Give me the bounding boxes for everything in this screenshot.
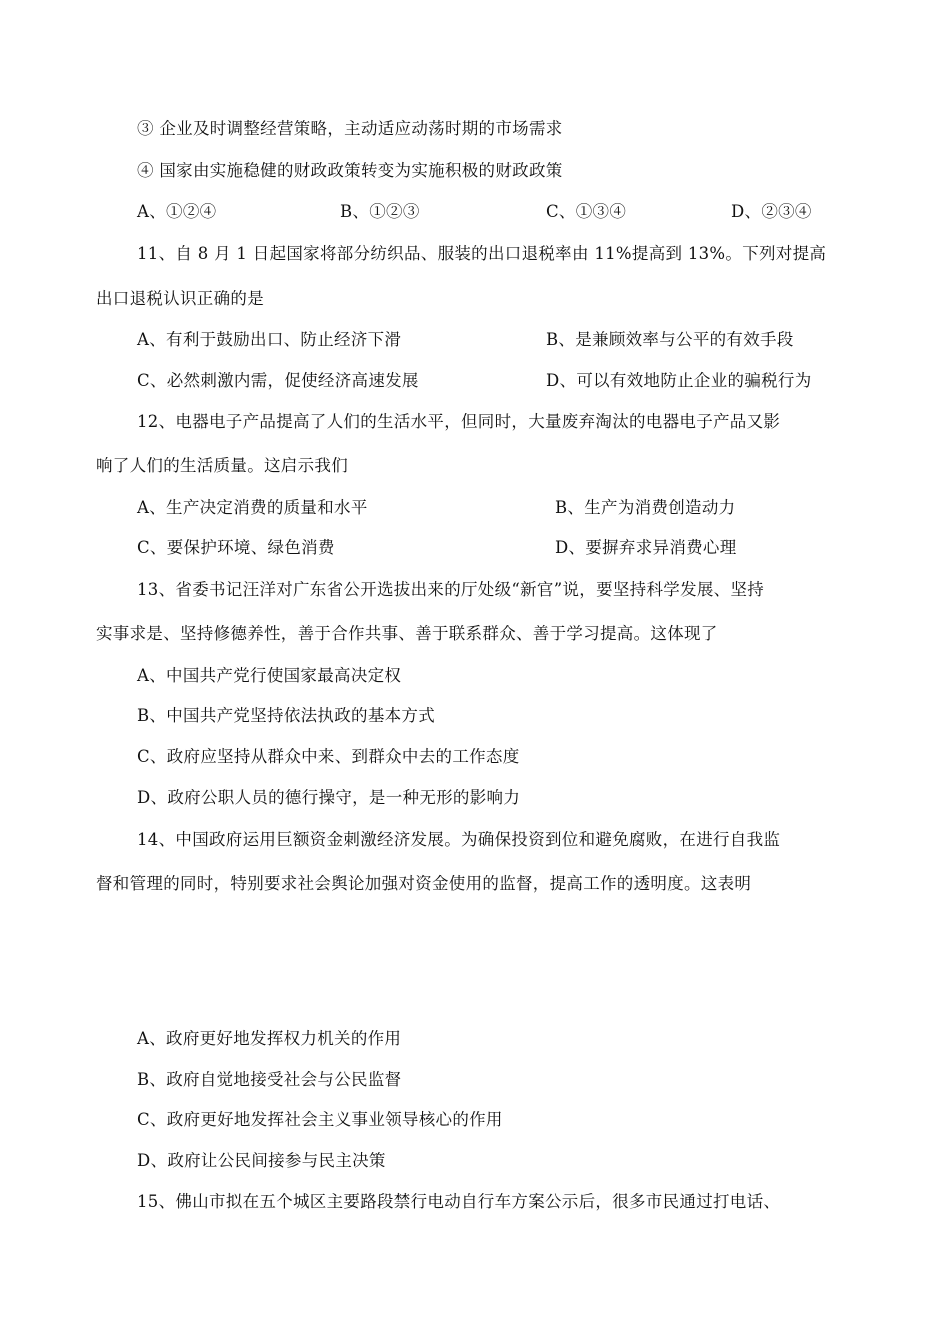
q13-option-c: C、政府应坚持从群众中来、到群众中去的工作态度 (137, 747, 520, 766)
q11-options-row-2 (0, 370, 950, 392)
q12-stem-line-2: 响了人们的生活质量。这启示我们 (96, 456, 348, 475)
q14-option-c: C、政府更好地发挥社会主义事业领导核心的作用 (137, 1110, 503, 1129)
q13-stem-line-1: 13、省委书记汪洋对广东省公开选拔出来的厅处级“新官”说，要坚持科学发展、坚持 (137, 580, 765, 599)
q14-stem-line-1: 14、中国政府运用巨额资金刺激经济发展。为确保投资到位和避免腐败，在进行自我监 (137, 830, 781, 849)
q10-item-4: ④ 国家由实施稳健的财政政策转变为实施积极的财政政策 (137, 161, 563, 180)
q12-options-row-2 (0, 537, 950, 559)
q11-option-a: A、有利于鼓励出口、防止经济下滑 (137, 330, 402, 349)
q12-option-b: B、生产为消费创造动力 (555, 498, 736, 517)
q10-option-c: C、①③④ (546, 202, 627, 221)
q14-option-b: B、政府自觉地接受社会与公民监督 (137, 1070, 402, 1089)
q11-option-b: B、是兼顾效率与公平的有效手段 (546, 330, 794, 349)
q11-option-c: C、必然刺激内需，促使经济高速发展 (137, 371, 419, 390)
q14-option-d: D、政府让公民间接参与民主决策 (137, 1151, 386, 1170)
q14-stem-line-2: 督和管理的同时，特别要求社会舆论加强对资金使用的监督，提高工作的透明度。这表明 (96, 874, 752, 893)
q10-options (0, 201, 950, 223)
q11-options-row-1 (0, 329, 950, 351)
q10-option-a: A、①②④ (137, 202, 217, 221)
q12-option-a: A、生产决定消费的质量和水平 (137, 498, 368, 517)
q11-option-d: D、可以有效地防止企业的骗税行为 (546, 371, 812, 390)
q10-option-d: D、②③④ (731, 202, 812, 221)
q10-item-3: ③ 企业及时调整经营策略，主动适应动荡时期的市场需求 (137, 119, 563, 138)
q12-options-row-1 (0, 497, 950, 519)
q13-stem-line-2: 实事求是、坚持修德养性，善于合作共事、善于联系群众、善于学习提高。这体现了 (96, 624, 718, 643)
q11-stem-line-2: 出口退税认识正确的是 (96, 289, 264, 308)
q15-stem-line-1: 15、佛山市拟在五个城区主要路段禁行电动自行车方案公示后，很多市民通过打电话、 (137, 1192, 781, 1211)
q12-stem-line-1: 12、电器电子产品提高了人们的生活水平，但同时，大量废弃淘汰的电器电子产品又影 (137, 412, 781, 431)
q12-option-d: D、要摒弃求异消费心理 (555, 538, 737, 557)
q13-option-d: D、政府公职人员的德行操守，是一种无形的影响力 (137, 788, 521, 807)
q10-option-b: B、①②③ (340, 202, 420, 221)
q13-option-a: A、中国共产党行使国家最高决定权 (137, 666, 402, 685)
q14-option-a: A、政府更好地发挥权力机关的作用 (137, 1029, 402, 1048)
q12-option-c: C、要保护环境、绿色消费 (137, 538, 335, 557)
q11-stem-line-1: 11、自 8 月 1 日起国家将部分纺织品、服装的出口退税率由 11%提高到 13%。下列对提高 (137, 244, 827, 263)
q13-option-b: B、中国共产党坚持依法执政的基本方式 (137, 706, 436, 725)
